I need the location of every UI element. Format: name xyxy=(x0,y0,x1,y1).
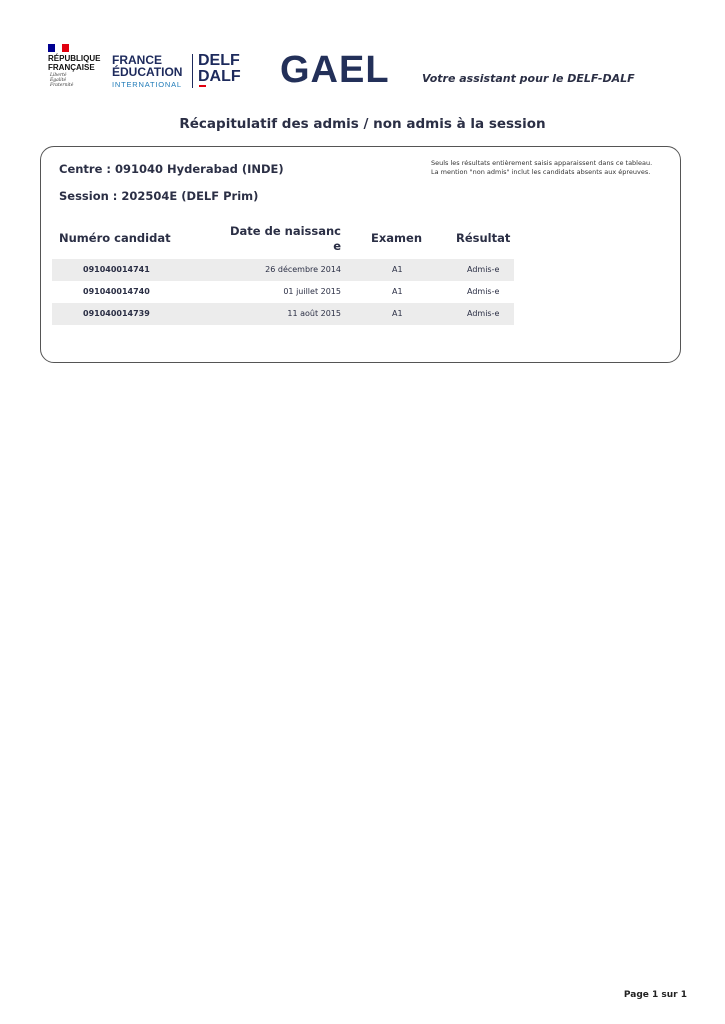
table-row xyxy=(52,281,514,303)
rf-line-2: FRANÇAISE xyxy=(48,63,95,72)
cell-numero: 091040014741 xyxy=(83,265,150,274)
results-note xyxy=(431,159,652,177)
cell-examen: A1 xyxy=(392,309,403,318)
logo-separator xyxy=(192,54,193,88)
cell-examen: A1 xyxy=(392,265,403,274)
table-row xyxy=(52,259,514,281)
rf-motto-line: Égalité xyxy=(50,78,67,83)
tagline: Votre assistant pour le DELF-DALF xyxy=(422,72,635,85)
cell-date: 11 août 2015 xyxy=(287,309,341,318)
cell-numero: 091040014740 xyxy=(83,287,150,296)
cell-numero: 091040014739 xyxy=(83,309,150,318)
cell-date: 26 décembre 2014 xyxy=(265,265,341,274)
french-flag-icon xyxy=(48,44,69,52)
rf-motto-line: Liberté xyxy=(50,73,67,78)
fe-international: INTERNATIONAL xyxy=(112,80,182,89)
header-numero-candidat: Numéro candidat xyxy=(59,231,171,245)
note-line: La mention "non admis" inclut les candidats absents aux épreuves. xyxy=(431,168,651,176)
page-number: Page 1 sur 1 xyxy=(623,990,687,1000)
session-info: Session : 202504E (DELF Prim) xyxy=(59,189,259,203)
rf-line-1: RÉPUBLIQUE xyxy=(48,54,101,63)
fe-line-1: FRANCE xyxy=(112,53,162,67)
cell-resultat: Admis-e xyxy=(467,265,500,274)
dalf-text: DALF xyxy=(198,68,241,85)
delf-dalf-logo xyxy=(198,53,241,85)
header-date-naissance xyxy=(226,224,341,254)
header-date-line-1: Date de naissanc xyxy=(230,224,341,238)
republique-francaise-logo xyxy=(48,54,100,72)
france-education-logo xyxy=(112,54,182,78)
cell-examen: A1 xyxy=(392,287,403,296)
rf-motto xyxy=(50,73,73,88)
cell-resultat: Admis-e xyxy=(467,309,500,318)
cell-resultat: Admis-e xyxy=(467,287,500,296)
header-resultat: Résultat xyxy=(456,231,511,245)
results-panel xyxy=(40,146,681,363)
gael-logo: GAEL xyxy=(280,49,390,91)
delf-accent-bar xyxy=(199,85,206,87)
table-row xyxy=(52,303,514,325)
note-line: Seuls les résultats entièrement saisis apparaissent dans ce tableau. xyxy=(431,159,653,167)
header-examen: Examen xyxy=(371,231,423,245)
centre-info: Centre : 091040 Hyderabad (INDE) xyxy=(59,162,284,176)
header-date-line-2: e xyxy=(333,239,341,253)
cell-date: 01 juillet 2015 xyxy=(283,287,341,296)
rf-motto-line: Fraternité xyxy=(50,83,74,88)
delf-text: DELF xyxy=(198,52,240,69)
page-title: Récapitulatif des admis / non admis à la session xyxy=(179,116,546,132)
fe-line-2: ÉDUCATION xyxy=(112,65,183,79)
